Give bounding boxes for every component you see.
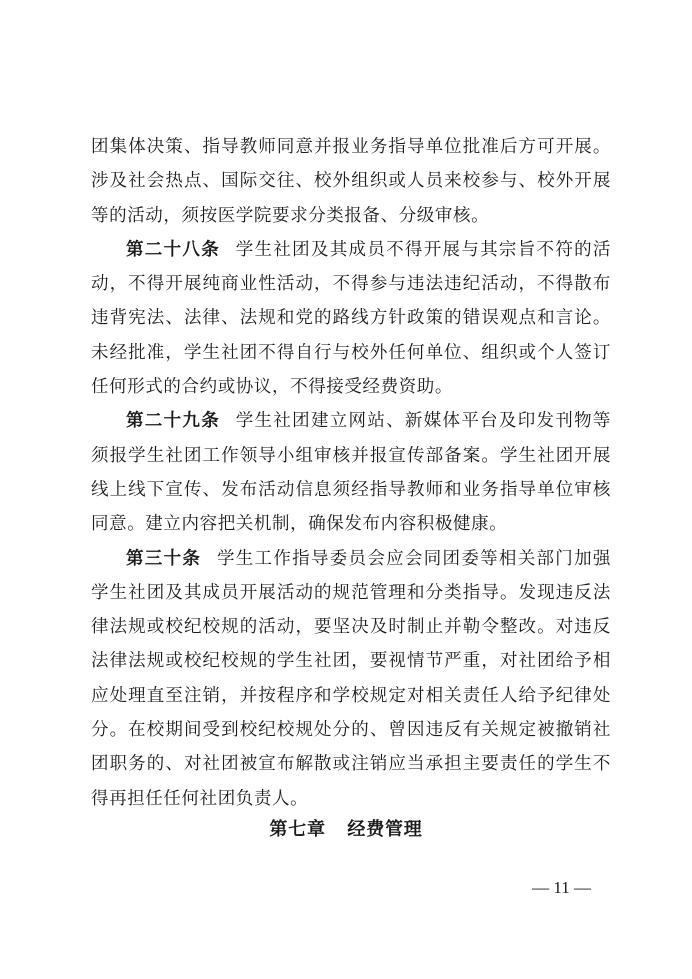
article-number: 第二十八条	[126, 239, 220, 260]
article-number: 第二十九条	[126, 411, 220, 432]
paragraph-text: 团集体决策、指导教师同意并报业务指导单位批准后方可开展。涉及社会热点、国际交往、校外组织或人员来校参与、校外开展等的活动，须按医学院要求分类报备、分级审核。	[91, 137, 611, 226]
page-number: — 11 —	[532, 878, 591, 897]
article-number: 第三十条	[126, 548, 202, 569]
chapter-title: 经费管理	[347, 819, 423, 840]
document-body	[91, 130, 611, 816]
article-text: 学生工作指导委员会应会同团委等相关部门加强学生社团及其成员开展活动的规范管理和分类指导。发现违反法律法规或校纪校规的活动，要坚决及时制止并勒令整改。对违反法律法规或校纪校规的学生社团，要视情节严重，对社团给予相应处理直至注销，并按程序和学校规定对相关责任人给予纪律处分。在校期间受到校纪校规处分的、曾因违反有关规定被撤销社团职务的、对社团被宣布解散或注销应当承担主要责任的学生不得再担任任何社团负责人。	[91, 548, 611, 809]
chapter-number: 第七章	[269, 819, 326, 840]
article-text: 学生社团及其成员不得开展与其宗旨不符的活动，不得开展纯商业性活动，不得参与违法违纪活动，不得散布违背宪法、法律、法规和党的路线方针政策的错误观点和言论。未经批准，学生社团不得自行与校外任何单位、组织或个人签订任何形式的合约或协议，不得接受经费资助。	[91, 239, 612, 398]
article-29	[91, 404, 611, 541]
article-30	[91, 542, 611, 816]
article-28	[91, 233, 611, 404]
paragraph-continuation	[91, 130, 611, 233]
article-text: 学生社团建立网站、新媒体平台及印发刊物等须报学生社团工作领导小组审核并报宣传部备案。学生社团开展线上线下宣传、发布活动信息须经指导教师和业务指导单位审核同意。建立内容把关机制，确保发布内容积极健康。	[91, 411, 612, 535]
chapter-heading	[0, 813, 692, 847]
